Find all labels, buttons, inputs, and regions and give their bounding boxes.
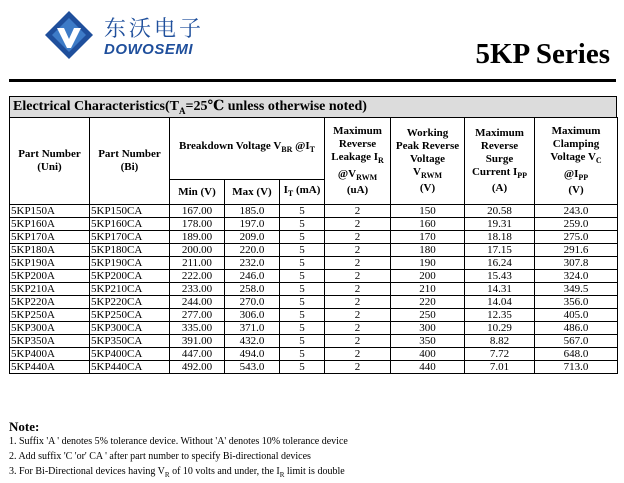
cell-vrwm: 190 xyxy=(391,257,465,270)
cell-min-v: 167.00 xyxy=(170,205,225,218)
cell-ipp: 7.72 xyxy=(465,348,535,361)
cell-leakage-ua: 2 xyxy=(325,348,391,361)
cell-it-ma: 5 xyxy=(280,257,325,270)
table-row xyxy=(10,361,618,374)
cell-it-ma: 5 xyxy=(280,270,325,283)
cell-part-uni: 5KP180A xyxy=(10,244,90,257)
cell-leakage-ua: 2 xyxy=(325,244,391,257)
cell-it-ma: 5 xyxy=(280,335,325,348)
cell-vrwm: 250 xyxy=(391,309,465,322)
cell-leakage-ua: 2 xyxy=(325,270,391,283)
cell-part-uni: 5KP170A xyxy=(10,231,90,244)
cell-max-v: 371.0 xyxy=(225,322,280,335)
cell-leakage-ua: 2 xyxy=(325,335,391,348)
cell-it-ma: 5 xyxy=(280,348,325,361)
cell-part-bi: 5KP170CA xyxy=(90,231,170,244)
brand-name-english: DOWOSEMI xyxy=(104,41,193,58)
cell-min-v: 211.00 xyxy=(170,257,225,270)
table-body xyxy=(10,205,618,374)
cell-ipp: 17.15 xyxy=(465,244,535,257)
cell-max-v: 306.0 xyxy=(225,309,280,322)
cell-vrwm: 210 xyxy=(391,283,465,296)
cell-vc: 713.0 xyxy=(535,361,618,374)
cell-max-v: 494.0 xyxy=(225,348,280,361)
cell-it-ma: 5 xyxy=(280,205,325,218)
page-header xyxy=(0,0,624,92)
table-row xyxy=(10,309,618,322)
header-surge-current: Maximum Reverse Surge Current $I_{PP}$ (A) xyxy=(465,118,535,205)
cell-it-ma: 5 xyxy=(280,361,325,374)
cell-part-uni: 5KP210A xyxy=(10,283,90,296)
cell-min-v: 222.00 xyxy=(170,270,225,283)
note-3: 3. For Bi-Directional devices having $V_R$ of 10 volts and under, the $I_R$ limit is double xyxy=(9,466,345,479)
cell-vc: 291.6 xyxy=(535,244,618,257)
series-title: 5KP Series xyxy=(475,38,610,70)
cell-min-v: 277.00 xyxy=(170,309,225,322)
cell-leakage-ua: 2 xyxy=(325,283,391,296)
cell-part-uni: 5KP150A xyxy=(10,205,90,218)
cell-max-v: 270.0 xyxy=(225,296,280,309)
cell-ipp: 20.58 xyxy=(465,205,535,218)
header-working-peak: Working Peak Reverse Voltage $V_{RWM}$ (V) xyxy=(391,118,465,205)
cell-max-v: 197.0 xyxy=(225,218,280,231)
header-part-bi: Part Number (Bi) xyxy=(90,118,170,205)
cell-part-bi: 5KP180CA xyxy=(90,244,170,257)
table-row xyxy=(10,296,618,309)
cell-vc: 349.5 xyxy=(535,283,618,296)
electrical-characteristics-table xyxy=(9,96,617,374)
cell-vrwm: 220 xyxy=(391,296,465,309)
cell-ipp: 12.35 xyxy=(465,309,535,322)
cell-min-v: 189.00 xyxy=(170,231,225,244)
cell-vc: 259.0 xyxy=(535,218,618,231)
cell-vc: 243.0 xyxy=(535,205,618,218)
cell-vc: 567.0 xyxy=(535,335,618,348)
table-row xyxy=(10,231,618,244)
cell-part-bi: 5KP440CA xyxy=(90,361,170,374)
table-row xyxy=(10,257,618,270)
table-row xyxy=(10,348,618,361)
cell-leakage-ua: 2 xyxy=(325,257,391,270)
cell-it-ma: 5 xyxy=(280,309,325,322)
cell-max-v: 258.0 xyxy=(225,283,280,296)
header-divider xyxy=(9,79,616,82)
cell-max-v: 232.0 xyxy=(225,257,280,270)
cell-vc: 275.0 xyxy=(535,231,618,244)
header-clamping-voltage: Maximum Clamping Voltage $V_C$ $@I_{PP}$ (V) xyxy=(535,118,618,205)
table-row xyxy=(10,205,618,218)
table-row xyxy=(10,218,618,231)
note-1: 1. Suffix 'A ' denotes 5% tolerance device. Without 'A' denotes 10% tolerance device xyxy=(9,436,348,447)
cell-max-v: 543.0 xyxy=(225,361,280,374)
cell-part-uni: 5KP200A xyxy=(10,270,90,283)
cell-max-v: 220.0 xyxy=(225,244,280,257)
cell-vc: 324.0 xyxy=(535,270,618,283)
cell-min-v: 200.00 xyxy=(170,244,225,257)
cell-max-v: 246.0 xyxy=(225,270,280,283)
notes-title: Note: xyxy=(9,419,40,434)
cell-vc: 405.0 xyxy=(535,309,618,322)
cell-min-v: 335.00 xyxy=(170,322,225,335)
table-row xyxy=(10,283,618,296)
header-max: Max (V) xyxy=(225,180,280,205)
table-row xyxy=(10,322,618,335)
cell-min-v: 492.00 xyxy=(170,361,225,374)
cell-vc: 307.8 xyxy=(535,257,618,270)
table-row xyxy=(10,270,618,283)
dowosemi-logo-icon xyxy=(44,10,94,60)
cell-it-ma: 5 xyxy=(280,296,325,309)
cell-leakage-ua: 2 xyxy=(325,309,391,322)
cell-part-bi: 5KP160CA xyxy=(90,218,170,231)
header-leakage: Maximum Reverse Leakage $I_R$ $@V_{RWM}$ (uA) xyxy=(325,118,391,205)
cell-vrwm: 300 xyxy=(391,322,465,335)
cell-part-bi: 5KP150CA xyxy=(90,205,170,218)
cell-leakage-ua: 2 xyxy=(325,322,391,335)
cell-part-bi: 5KP200CA xyxy=(90,270,170,283)
cell-ipp: 14.04 xyxy=(465,296,535,309)
cell-it-ma: 5 xyxy=(280,231,325,244)
cell-vrwm: 200 xyxy=(391,270,465,283)
cell-ipp: 10.29 xyxy=(465,322,535,335)
cell-ipp: 7.01 xyxy=(465,361,535,374)
cell-part-uni: 5KP190A xyxy=(10,257,90,270)
cell-ipp: 19.31 xyxy=(465,218,535,231)
cell-ipp: 8.82 xyxy=(465,335,535,348)
cell-vrwm: 440 xyxy=(391,361,465,374)
cell-leakage-ua: 2 xyxy=(325,296,391,309)
note-2: 2. Add suffix 'C 'or' CA ' after part number to specify Bi-directional devices xyxy=(9,451,311,462)
cell-part-bi: 5KP300CA xyxy=(90,322,170,335)
cell-part-bi: 5KP210CA xyxy=(90,283,170,296)
cell-part-bi: 5KP190CA xyxy=(90,257,170,270)
header-min: Min (V) xyxy=(170,180,225,205)
cell-ipp: 16.24 xyxy=(465,257,535,270)
cell-ipp: 14.31 xyxy=(465,283,535,296)
cell-part-uni: 5KP300A xyxy=(10,322,90,335)
table-caption: Electrical $Characteristics(T_A=25℃$ unless otherwise noted) xyxy=(9,96,617,117)
cell-vc: 356.0 xyxy=(535,296,618,309)
cell-ipp: 18.18 xyxy=(465,231,535,244)
cell-part-bi: 5KP250CA xyxy=(90,309,170,322)
notes-section xyxy=(9,419,617,483)
brand-name-chinese: 东沃电子 xyxy=(104,17,205,42)
cell-vrwm: 170 xyxy=(391,231,465,244)
cell-vrwm: 350 xyxy=(391,335,465,348)
cell-min-v: 391.00 xyxy=(170,335,225,348)
cell-part-bi: 5KP400CA xyxy=(90,348,170,361)
cell-leakage-ua: 2 xyxy=(325,218,391,231)
cell-vc: 648.0 xyxy=(535,348,618,361)
cell-leakage-ua: 2 xyxy=(325,361,391,374)
cell-min-v: 244.00 xyxy=(170,296,225,309)
header-breakdown-voltage: Breakdown Voltage $V_{BR}$ $@I_T$ xyxy=(170,118,325,180)
cell-vrwm: 150 xyxy=(391,205,465,218)
cell-part-bi: 5KP350CA xyxy=(90,335,170,348)
cell-max-v: 432.0 xyxy=(225,335,280,348)
cell-part-uni: 5KP350A xyxy=(10,335,90,348)
cell-vrwm: 400 xyxy=(391,348,465,361)
table-row xyxy=(10,244,618,257)
cell-part-uni: 5KP220A xyxy=(10,296,90,309)
cell-it-ma: 5 xyxy=(280,218,325,231)
cell-vrwm: 160 xyxy=(391,218,465,231)
cell-max-v: 185.0 xyxy=(225,205,280,218)
cell-ipp: 15.43 xyxy=(465,270,535,283)
cell-max-v: 209.0 xyxy=(225,231,280,244)
cell-part-uni: 5KP160A xyxy=(10,218,90,231)
cell-vc: 486.0 xyxy=(535,322,618,335)
header-it: $I_T$ (mA) xyxy=(280,180,325,205)
cell-min-v: 233.00 xyxy=(170,283,225,296)
cell-leakage-ua: 2 xyxy=(325,231,391,244)
header-part-uni: Part Number (Uni) xyxy=(10,118,90,205)
table-row xyxy=(10,335,618,348)
cell-it-ma: 5 xyxy=(280,244,325,257)
cell-part-uni: 5KP440A xyxy=(10,361,90,374)
cell-min-v: 447.00 xyxy=(170,348,225,361)
cell-part-uni: 5KP250A xyxy=(10,309,90,322)
cell-part-bi: 5KP220CA xyxy=(90,296,170,309)
cell-it-ma: 5 xyxy=(280,283,325,296)
cell-it-ma: 5 xyxy=(280,322,325,335)
cell-leakage-ua: 2 xyxy=(325,205,391,218)
cell-vrwm: 180 xyxy=(391,244,465,257)
cell-part-uni: 5KP400A xyxy=(10,348,90,361)
cell-min-v: 178.00 xyxy=(170,218,225,231)
